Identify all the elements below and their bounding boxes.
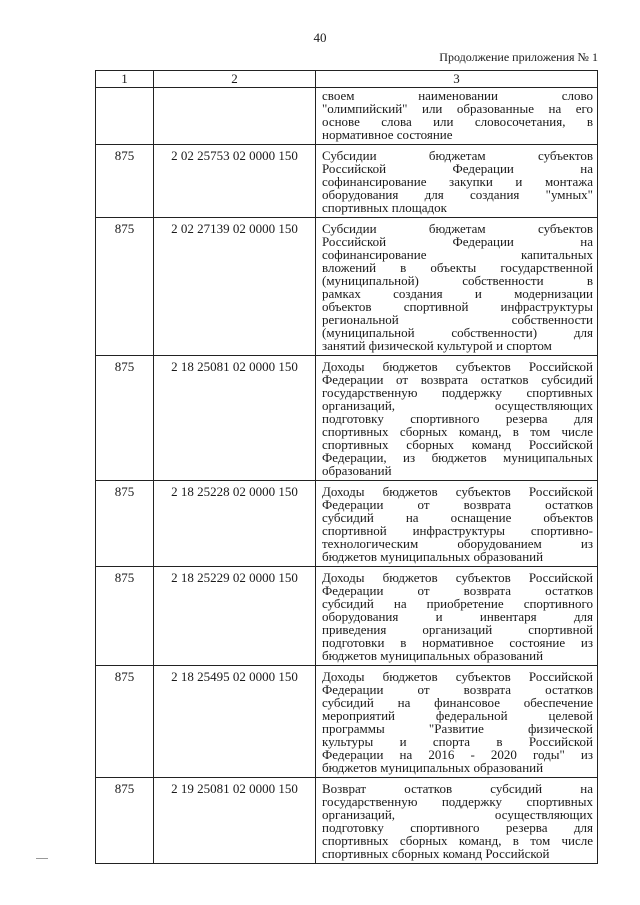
description-line: спортивных сборных команд Российской [322,846,550,861]
description-line: спортивной инфраструктуры спортивно- [322,523,593,538]
revenue-code-cell: 2 19 25081 02 0000 150 [154,778,316,864]
description-cell [316,145,598,218]
description-line: организаций, осуществляющих [322,398,593,413]
description-line: спортивных сборных команд Российской [322,437,593,452]
revenue-code-cell: 2 18 25495 02 0000 150 [154,666,316,778]
revenue-code-cell: 2 18 25228 02 0000 150 [154,481,316,567]
description-line: программы "Развитие физической [322,721,593,736]
description-line: Федерации от возврата остатков [322,682,593,697]
description-line: бюджетов муниципальных образований [322,549,544,564]
description-line: организаций, осуществляющих [322,807,593,822]
description-line: Доходы бюджетов субъектов Российской [322,359,593,374]
description-cell [316,567,598,666]
description-line: государственную поддержку спортивных [322,794,593,809]
admin-code-cell: 875 [96,356,154,481]
description-line: субсидий на приобретение спортивного [322,596,593,611]
revenue-code-cell: 2 18 25081 02 0000 150 [154,356,316,481]
table-row [96,666,598,778]
admin-code-cell: 875 [96,145,154,218]
table-row [96,88,598,145]
revenue-codes-table [95,70,598,864]
description-line: вложений в объекты государственной [322,260,593,275]
description-line: софинансирование капитальных [322,247,593,262]
description-line: оборудования для создания "умных" [322,187,593,202]
description-line: Субсидии бюджетам субъектов [322,148,593,163]
description-line: субсидий на оснащение объектов [322,510,593,525]
table-header-row [96,71,598,88]
description-line: (муниципальной собственности) для [322,325,593,340]
description-line: Федерации от возврата остатков субсидий [322,372,593,387]
description-cell [316,88,598,145]
description-line: рамках создания и модернизации [322,286,593,301]
admin-code-cell [96,88,154,145]
description-cell [316,356,598,481]
admin-code-cell: 875 [96,481,154,567]
description-cell [316,218,598,356]
description-line: приведения организаций спортивной [322,622,593,637]
table-body [96,88,598,864]
description-line: бюджетов муниципальных образований [322,760,544,775]
description-line: своем наименовании слово [322,88,593,103]
column-header-3: 3 [316,71,598,88]
description-line: занятий физической культурой и спортом [322,338,552,353]
description-line: спортивных сборных команд, в том числе [322,833,593,848]
table-row [96,145,598,218]
description-line: оборудования и инвентаря для [322,609,593,624]
description-line: подготовку спортивного резерва для [322,411,593,426]
page-number: 40 [313,30,327,45]
description-line: культуры и спорта в Российской [322,734,593,749]
revenue-code-cell: 2 02 27139 02 0000 150 [154,218,316,356]
revenue-code-cell [154,88,316,145]
admin-code-cell: 875 [96,218,154,356]
description-cell [316,481,598,567]
description-line: Федерации на 2016 - 2020 годы" из [322,747,593,762]
description-line: государственную поддержку спортивных [322,385,593,400]
description-line: спортивных площадок [322,200,447,215]
description-line: Федерации, из бюджетов муниципальных [322,450,593,465]
description-cell [316,666,598,778]
table-row [96,481,598,567]
revenue-code-cell: 2 18 25229 02 0000 150 [154,567,316,666]
description-line: образований [322,463,392,478]
table-row [96,567,598,666]
description-line: Доходы бюджетов субъектов Российской [322,570,593,585]
admin-code-cell: 875 [96,666,154,778]
description-line: Российской Федерации на [322,161,593,176]
description-line: Возврат остатков субсидий на [322,781,593,796]
revenue-code-cell: 2 02 25753 02 0000 150 [154,145,316,218]
table-header [96,71,598,88]
description-line: региональной собственности [322,312,593,327]
admin-code-cell: 875 [96,778,154,864]
description-line: бюджетов муниципальных образований [322,648,544,663]
description-line: основе слова или словосочетания, в [322,114,593,129]
description-cell [316,778,598,864]
description-line: подготовку спортивного резерва для [322,820,593,835]
description-line: мероприятий федеральной целевой [322,708,593,723]
description-line: спортивных сборных команд, в том числе [322,424,593,439]
table-row [96,356,598,481]
description-line: Субсидии бюджетам субъектов [322,221,593,236]
description-line: Федерации от возврата остатков [322,583,593,598]
description-line: Доходы бюджетов субъектов Российской [322,669,593,684]
description-line: "олимпийский" или образованные на его [322,101,593,116]
description-line: субсидий на финансовое обеспечение [322,695,593,710]
description-line: подготовки в нормативное состояние из [322,635,593,650]
table-row [96,778,598,864]
description-line: объектов спортивной инфраструктуры [322,299,593,314]
table-row [96,218,598,356]
admin-code-cell: 875 [96,567,154,666]
column-header-1: 1 [96,71,154,88]
appendix-continuation-note: Продолжение приложения № 1 [439,50,598,64]
description-line: софинансирование закупки и монтажа [322,174,593,189]
description-line: Доходы бюджетов субъектов Российской [322,484,593,499]
description-line: технологическим оборудованием из [322,536,593,551]
margin-mark [36,858,48,859]
description-line: нормативное состояние [322,127,453,142]
description-line: Российской Федерации на [322,234,593,249]
column-header-2: 2 [154,71,316,88]
description-line: Федерации от возврата остатков [322,497,593,512]
description-line: (муниципальной) собственности в [322,273,593,288]
